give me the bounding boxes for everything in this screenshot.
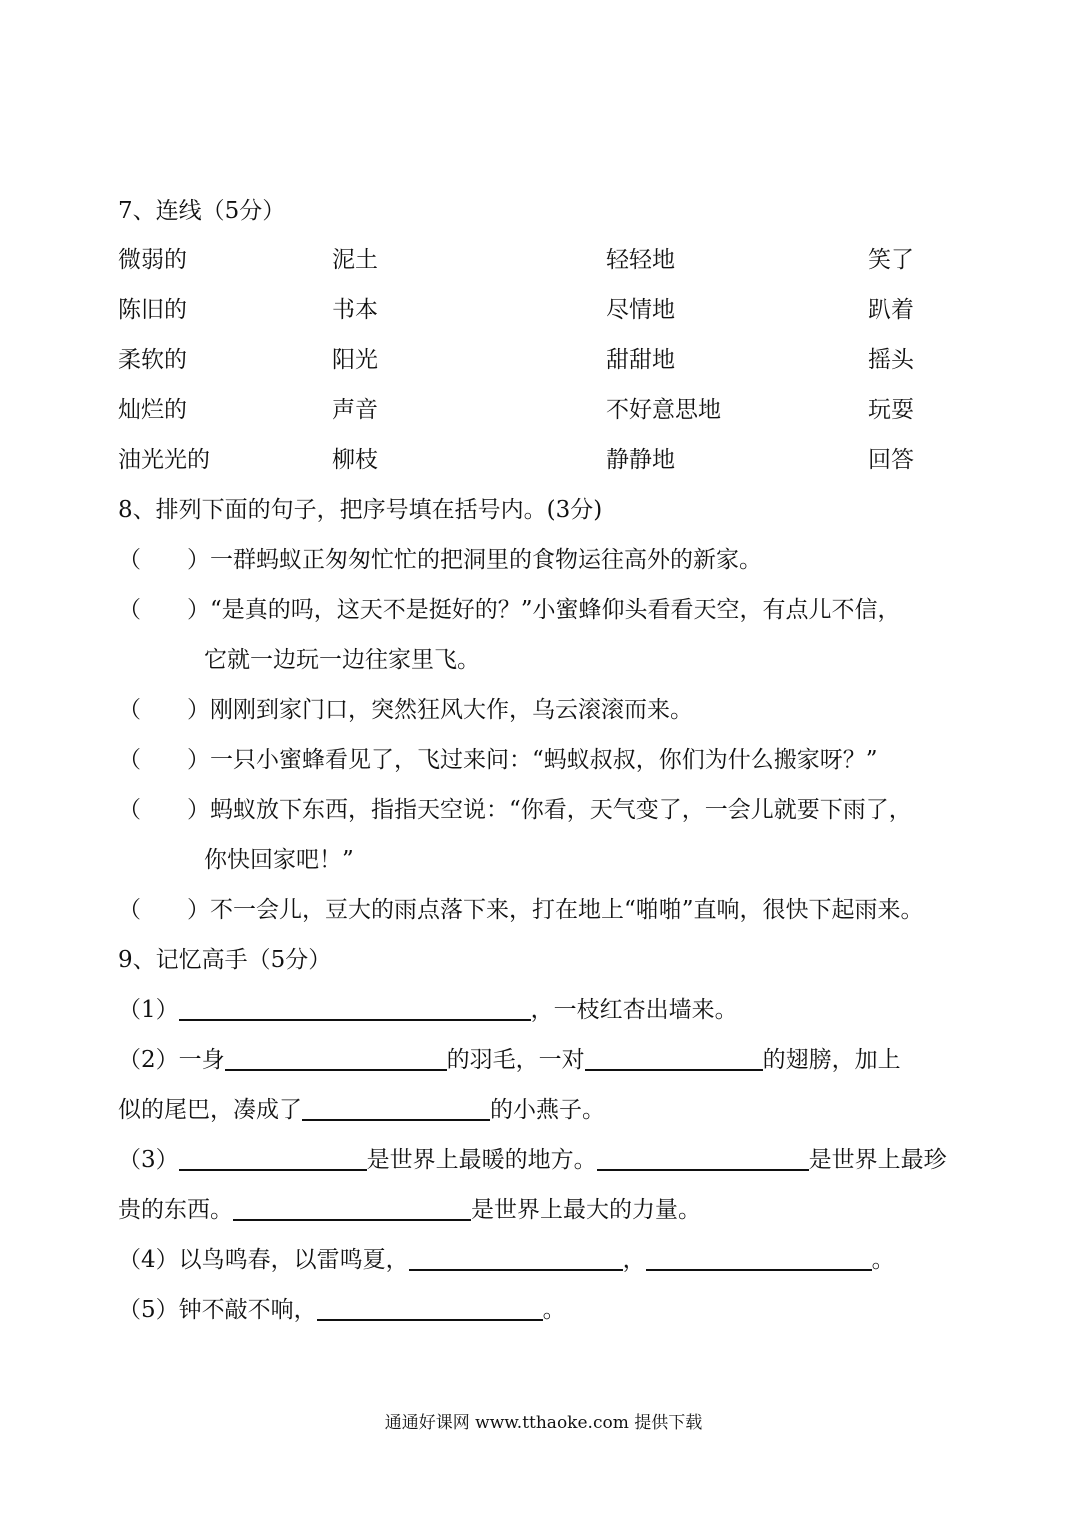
item-number: （1） — [118, 997, 179, 1023]
q7-col3-item: 甜甜地 — [606, 347, 675, 373]
answer-bracket[interactable]: （ ） — [118, 697, 210, 723]
answer-bracket[interactable]: （ ） — [118, 547, 210, 573]
q7-col3-item: 尽情地 — [606, 297, 675, 323]
item-text: 。 — [871, 1247, 895, 1273]
q7-col4-item: 玩耍 — [868, 397, 914, 423]
answer-bracket[interactable]: （ ） — [118, 747, 210, 773]
q7-col2-item: 声音 — [332, 397, 378, 423]
item-text: 一身 — [178, 1047, 225, 1073]
q7-col4-item: 趴着 — [868, 297, 914, 323]
q9-item-3-continuation — [118, 1195, 701, 1225]
q8-item — [118, 595, 901, 625]
fill-blank[interactable] — [317, 1297, 543, 1321]
q9-title: 9、记忆高手（5分） — [118, 947, 332, 973]
fill-blank[interactable] — [233, 1197, 471, 1221]
item-text: ， — [622, 1247, 646, 1273]
item-text: 的羽毛，一对 — [446, 1047, 585, 1073]
item-number: （2） — [118, 1047, 179, 1073]
item-number: （4） — [118, 1247, 179, 1273]
item-text: 贵的东西。 — [118, 1197, 233, 1223]
q8-title: 8、排列下面的句子，把序号填在括号内。(3分) — [118, 497, 603, 523]
item-text: 是世界上最暖的地方。 — [366, 1147, 597, 1173]
q7-col3-item: 轻轻地 — [606, 247, 675, 273]
page-footer: 通通好课网 www.tthaoke.com 提供下载 — [384, 1413, 703, 1433]
q9-item-2 — [118, 1045, 901, 1075]
q9-item-2-continuation — [118, 1095, 605, 1125]
q7-col2-item: 柳枝 — [332, 447, 378, 473]
item-text: ，一枝红杏出墙来。 — [530, 997, 738, 1023]
item-text: 钟不敲不响， — [178, 1297, 317, 1323]
item-text: 似的尾巴，凑成了 — [118, 1097, 302, 1123]
item-number: （3） — [118, 1147, 179, 1173]
item-text: 以鸟鸣春，以雷鸣夏， — [178, 1247, 409, 1273]
q9-item-1 — [118, 995, 738, 1025]
q7-col1-item: 灿烂的 — [118, 397, 187, 423]
q8-item — [118, 795, 912, 825]
sentence-text: 一只小蜜蜂看见了，飞过来问：“蚂蚁叔叔，你们为什么搬家呀？” — [210, 747, 878, 773]
q7-col1-item: 油光光的 — [118, 447, 210, 473]
q8-item-continuation: 它就一边玩一边往家里飞。 — [204, 647, 480, 673]
fill-blank[interactable] — [225, 1047, 447, 1071]
q8-item — [118, 895, 924, 925]
answer-bracket[interactable]: （ ） — [118, 597, 210, 623]
sentence-text: 刚刚到家门口，突然狂风大作，乌云滚滚而来。 — [210, 697, 693, 723]
item-text: 的翅膀，加上 — [762, 1047, 901, 1073]
fill-blank[interactable] — [179, 997, 531, 1021]
fill-blank[interactable] — [585, 1047, 763, 1071]
item-number: （5） — [118, 1297, 179, 1323]
item-text: 是世界上最大的力量。 — [471, 1197, 701, 1223]
q7-col1-item: 微弱的 — [118, 247, 187, 273]
q7-title: 7、连线（5分） — [118, 198, 286, 224]
q7-col2-item: 阳光 — [332, 347, 378, 373]
sentence-text: 不一会儿，豆大的雨点落下来，打在地上“啪啪”直响，很快下起雨来。 — [210, 897, 924, 923]
q8-item — [118, 745, 878, 775]
q7-col4-item: 摇头 — [868, 347, 914, 373]
fill-blank[interactable] — [646, 1247, 872, 1271]
fill-blank[interactable] — [179, 1147, 367, 1171]
q7-col4-item: 笑了 — [868, 247, 914, 273]
q8-item — [118, 695, 693, 725]
sentence-text: “是真的吗，这天不是挺好的？”小蜜蜂仰头看看天空，有点儿不信， — [210, 597, 901, 623]
fill-blank[interactable] — [302, 1097, 490, 1121]
q9-item-5 — [118, 1295, 566, 1325]
q8-item — [118, 545, 762, 575]
q9-item-4 — [118, 1245, 895, 1275]
q7-col1-item: 柔软的 — [118, 347, 187, 373]
answer-bracket[interactable]: （ ） — [118, 897, 210, 923]
q8-item-continuation: 你快回家吧！” — [204, 847, 354, 873]
q7-col1-item: 陈旧的 — [118, 297, 187, 323]
q7-col4-item: 回答 — [868, 447, 914, 473]
item-text: 的小燕子。 — [490, 1097, 605, 1123]
fill-blank[interactable] — [409, 1247, 623, 1271]
q7-col3-item: 静静地 — [606, 447, 675, 473]
item-text: 。 — [542, 1297, 566, 1323]
q9-item-3 — [118, 1145, 947, 1175]
q7-col2-item: 泥土 — [332, 247, 378, 273]
q7-col2-item: 书本 — [332, 297, 378, 323]
item-text: 是世界上最珍 — [808, 1147, 947, 1173]
sentence-text: 蚂蚁放下东西，指指天空说：“你看，天气变了，一会儿就要下雨了， — [210, 797, 912, 823]
answer-bracket[interactable]: （ ） — [118, 797, 210, 823]
sentence-text: 一群蚂蚁正匆匆忙忙的把洞里的食物运往高外的新家。 — [210, 547, 762, 573]
fill-blank[interactable] — [597, 1147, 809, 1171]
q7-col3-item: 不好意思地 — [606, 397, 721, 423]
